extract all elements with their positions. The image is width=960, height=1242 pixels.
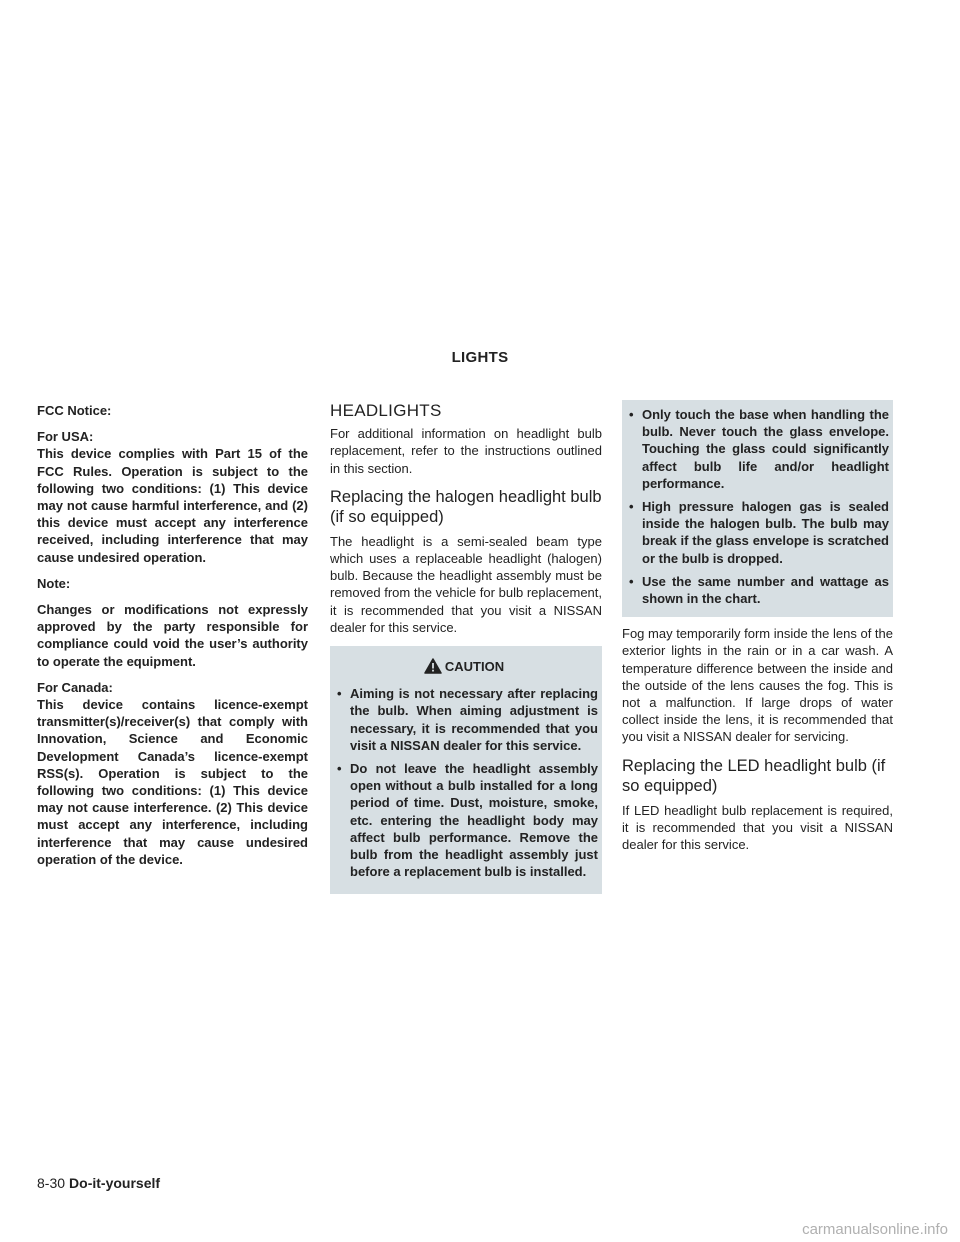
chapter-title: Do-it-yourself xyxy=(69,1175,161,1191)
caution-item: • Aiming is not necessary after replacing the bulb. When aiming adjustment is necessary, it is recommended that you visit a NISSAN dealer for this service. xyxy=(330,685,598,754)
caution-box-continued xyxy=(622,400,893,617)
halogen-text: The headlight is a semi-sealed beam type which uses a replaceable headlight (halogen) bulb. Because the headlight assembly must be removed from the vehicle for bulb replacement, it is recommended that you visit a NISSAN dealer for this service. xyxy=(330,533,602,635)
note-text: Changes or modifications not expressly approved by the party responsible for compliance could void the user’s authority to operate the equipment. xyxy=(37,602,308,669)
usa-text: This device complies with Part 15 of the FCC Rules. Operation is subject to the following two conditions: (1) This device may not cause harmful interference, and (2) this device must accept any interference received, including interference that may cause undesired operation. xyxy=(37,446,308,565)
fcc-notice-label: FCC Notice: xyxy=(37,403,112,418)
watermark: carmanualsonline.info xyxy=(802,1221,948,1238)
column-headlights xyxy=(330,402,602,894)
page-number: 8-30 xyxy=(37,1175,66,1191)
led-heading: Replacing the LED headlight bulb (if so equipped) xyxy=(622,756,886,795)
canada-label: For Canada: xyxy=(37,679,113,695)
headlights-intro: For additional information on headlight bulb replacement, refer to the instructions outlined in this section. xyxy=(330,426,602,476)
headlights-title: HEADLIGHTS xyxy=(330,401,442,420)
column-continued xyxy=(622,402,893,861)
caution-header xyxy=(330,658,598,675)
warning-triangle-icon xyxy=(424,658,442,674)
canada-block xyxy=(37,679,308,868)
caution-label: CAUTION xyxy=(444,659,505,675)
section-header: LIGHTS xyxy=(451,349,509,366)
caution-box xyxy=(330,646,602,894)
column-fcc xyxy=(37,402,308,877)
usa-label: For USA: xyxy=(37,429,94,445)
caution-item: • Only touch the base when handling the bulb. Never touch the glass envelope. Touching the glass could significantly affect bulb life and/or headlight performance. xyxy=(622,406,889,492)
page-footer xyxy=(37,1175,160,1191)
caution-item: • High pressure halogen gas is sealed inside the halogen bulb. The bulb may break if the glass envelope is scratched or the bulb is dropped. xyxy=(622,498,889,567)
halogen-heading: Replacing the halogen headlight bulb (if so equipped) xyxy=(330,487,602,526)
led-text: If LED headlight bulb replacement is required, it is recommended that you visit a NISSAN dealer for this service. xyxy=(622,802,893,853)
fog-text: Fog may temporarily form inside the lens of the exterior lights in the rain or in a car wash. A temperature difference between the inside and the outside of the lens causes the fog. This is not a malfunction. If large drops of water collect inside the lens, it is recommended that you visit a NISSAN dealer for servicing. xyxy=(622,626,893,745)
canada-text: This device contains licence-exempt transmitter(s)/receiver(s) that comply with Innovation, Science and Economic Development Canada’s licence-exempt RSS(s). Operation is subject to the following two conditions: (1) This device may not cause interference. (2) This device must accept any interference, including interference that may cause undesired operation of the device. xyxy=(37,697,308,867)
caution-item: • Use the same number and wattage as shown in the chart. xyxy=(622,573,889,607)
usa-block xyxy=(37,428,308,566)
caution-item: • Do not leave the headlight assembly open without a bulb installed for a long period of time. Dust, moisture, smoke, etc. entering the headlight body may affect bulb performance. Remove the bulb from the headlight assembly just before a replacement bulb is installed. xyxy=(330,760,598,880)
note-label: Note: xyxy=(37,575,71,591)
